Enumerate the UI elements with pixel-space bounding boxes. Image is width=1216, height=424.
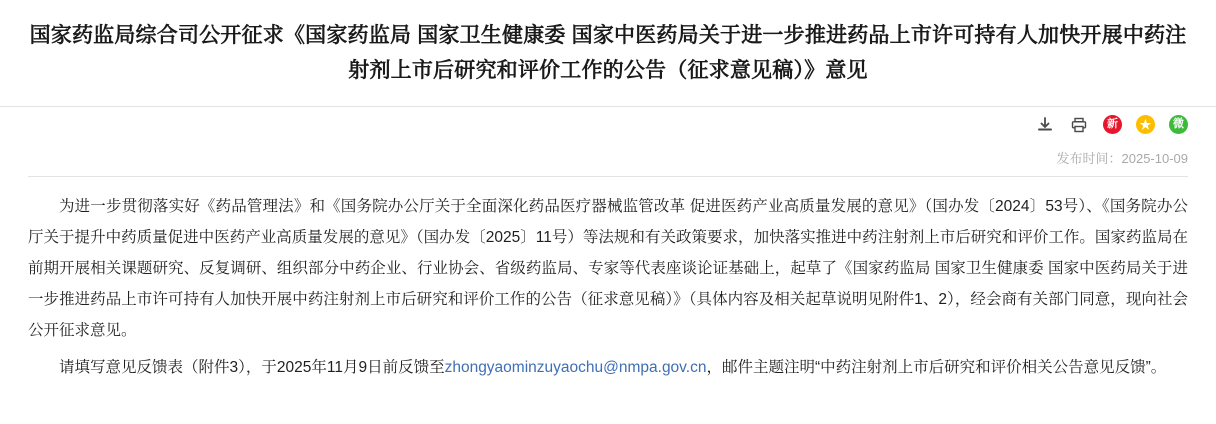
- toolbar-icons: [1035, 115, 1188, 135]
- toolbar: [0, 106, 1216, 142]
- download-icon[interactable]: [1035, 115, 1055, 135]
- publish-time: 发布时间：2025-10-09: [1056, 150, 1188, 166]
- title-section: [0, 0, 1216, 88]
- share-qzone-icon[interactable]: ★: [1136, 115, 1155, 134]
- document-body: [0, 177, 1216, 383]
- paragraph-feedback: [28, 352, 1188, 383]
- meta-row: [0, 142, 1216, 172]
- page-title: 国家药监局综合司公开征求《国家药监局 国家卫生健康委 国家中医药局关于进一步推进药品上市许可持有人加快开展中药注射剂上市后研究和评价工作的公告（征求意见稿）》意见: [29, 24, 1187, 82]
- print-icon[interactable]: [1069, 115, 1089, 135]
- feedback-suffix: ，邮件主题注明“中药注射剂上市后研究和评价相关公告意见反馈”。: [706, 359, 1167, 376]
- feedback-email-link[interactable]: zhongyaominzuyaochu@nmpa.gov.cn: [444, 359, 707, 376]
- paragraph-main: 为进一步贯彻落实好《药品管理法》和《国务院办公厅关于全面深化药品医疗器械监管改革 促进医药产业高质量发展的意见》（国办发〔2024〕53号）、《国务院办公厅关于提升中药质量促进中医药产业高质量发展的意见》（国办发〔2025〕11号）等法规和有关政策要求，加快落实推进中药注射剂上市后研究和评价工作。国家药监局在前期开展相关课题研究、反复调研、组织部分中药企业、行业协会、省级药监局、专家等代表座谈论证基础上，起草了《国家药监局 国家卫生健康委 国家中医药局关于进一步推进药品上市许可持有人加快开展中药注射剂上市后研究和评价工作的公告（征求意见稿）》（具体内容及相关起草说明见附件1、2），经会商有关部门同意，现向社会公开征求意见。: [28, 198, 1188, 339]
- share-wechat-icon[interactable]: 微: [1169, 115, 1188, 134]
- share-sina-icon[interactable]: 新: [1103, 115, 1122, 134]
- feedback-prefix: 请填写意见反馈表（附件3），于2025年11月9日前反馈至: [59, 359, 445, 376]
